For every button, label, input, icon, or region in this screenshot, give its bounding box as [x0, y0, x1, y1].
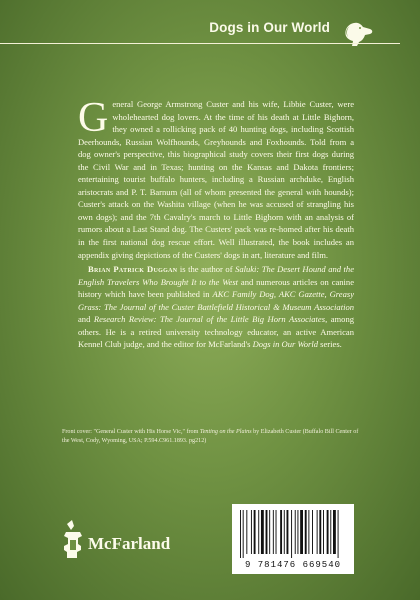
cover-credit — [62, 428, 362, 446]
author-bio — [78, 263, 354, 351]
publisher-name: McFarland — [88, 534, 171, 553]
bio-text-2: and numerous articles on canine history which have been published in — [78, 276, 354, 300]
isbn-barcode — [232, 504, 354, 574]
back-cover-copy — [78, 95, 355, 351]
author-name: Brian Patrick Duggan — [88, 264, 178, 275]
credit-prefix: Front cover: "General Custer with His Horse Vic," from — [62, 429, 200, 435]
series-rule — [0, 43, 400, 44]
bio-series-ref: Dogs in Our World — [252, 339, 319, 350]
bio-text-4: , among others. He is a retired university technology educator, an active American Kennel Club judge, and the editor for McFarland's — [78, 314, 354, 350]
bio-text-1: is the author of — [177, 264, 236, 275]
isbn-number: 9 781476 669540 — [244, 560, 341, 570]
bio-book-title: Saluki: The Desert Hound and the English Travelers Who Brought It to the West — [78, 264, 355, 287]
bio-journal: Research Review: The Journal of the Little Big Horn Associates — [93, 314, 326, 325]
drop-cap: G — [78, 95, 109, 141]
credit-suffix: by Elizabeth Custer (Buffalo Bill Center of the West, Cody, Wyoming, USA; P.594.C961.1893. pg212) — [62, 429, 359, 444]
bio-text-5: series. — [318, 339, 342, 350]
series-header — [0, 18, 420, 44]
description-paragraph — [78, 95, 354, 261]
bio-publications: AKC Family Dog, AKC Gazette, Greasy Grass: The Journal of the Custer Battlefield Historical & Museum Association — [78, 289, 354, 312]
mcfarland-lamp-icon — [62, 520, 86, 560]
description-text: eneral George Armstrong Custer and his wife, Libbie Custer, were wholehearted dog lovers. At the time of his death at Little Bighorn, they owned a rollicking pack of 40 hunting dogs, including Scottish Deerhounds, Russian Wolfhounds, Greyhounds and Foxhounds. Told from a dog owner's perspective, this biographical study covers their first dogs during the Civil War and in Texas; hunting on the Kansas and Dakota frontiers; entertaining tourist buffalo hunters, including a Russian archduke, English aristocrats and P. T. Barnum (all of whom presented the general with hounds); Custer's attack on the Washita village (when he was accused of strangling his own dogs); and the 7th Cavalry's march to Little Bighorn with an analysis of rumors about a Last Stand dog. The Custers' pack was re-homed after his death in the first national dog rescue effort. Well illustrated, the book includes an appendix giving depictions of the Custers' dogs in art, literature and film. — [78, 99, 354, 260]
credit-work-title: Tenting on the Plains — [199, 429, 252, 435]
publisher-logo — [62, 520, 202, 560]
barcode-bars — [238, 510, 348, 558]
bio-text-3: and — [78, 314, 94, 325]
series-title: Dogs in Our World — [209, 20, 330, 35]
